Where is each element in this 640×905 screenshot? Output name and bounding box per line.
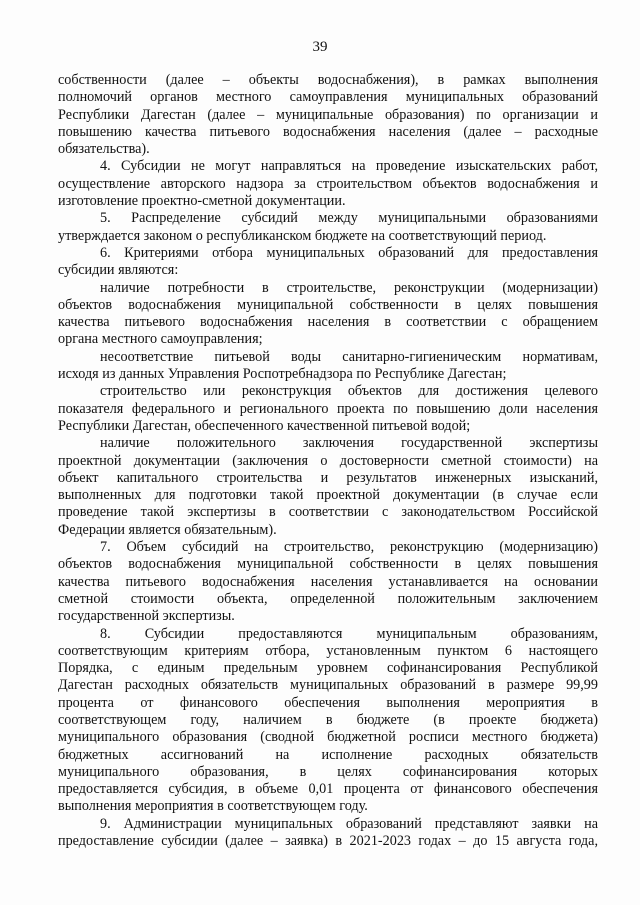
text-line: строительство или реконструкция объектов для достижения целевого: [100, 383, 598, 400]
page-number: 39: [312, 39, 328, 55]
text-line: исходя из данных Управления Роспотребнадзора по Республике Дагестан;: [58, 366, 507, 383]
text-line: Республики Дагестан (далее – муниципальные образования) по организации и: [58, 106, 598, 123]
text-line: объектов водоснабжения муниципальной собственности в целях повышения: [58, 556, 598, 573]
text-line: выполненных для подготовки такой проектной документации (в случае если: [58, 487, 598, 504]
text-line: сметной стоимости объекта, определенной положительным заключением: [58, 590, 598, 607]
text-line: субсидии являются:: [58, 262, 179, 279]
text-line: Федерации является обязательным).: [58, 521, 277, 538]
text-line: Республики Дагестан, обеспеченного качественной питьевой водой;: [58, 417, 471, 434]
text-line: процента от финансового обеспечения выполнения мероприятия в: [58, 694, 598, 711]
text-line: объект капитального строительства и результатов инженерных изысканий,: [58, 469, 598, 486]
text-line: осуществление авторского надзора за строительством объектов водоснабжения и: [58, 175, 598, 192]
text-line: изготовление проектно-сметной документации.: [58, 193, 346, 210]
text-line: полномочий органов местного самоуправления муниципальных образований: [58, 89, 598, 106]
text-line: муниципального образования, в целях софинансирования которых: [58, 763, 598, 780]
document-body: [58, 72, 598, 850]
text-line: бюджетных ассигнований на исполнение расходных обязательств: [58, 746, 598, 763]
text-line: качества питьевого водоснабжения населения устанавливается на основании: [58, 573, 598, 590]
text-line: наличие положительного заключения государственной экспертизы: [100, 435, 598, 452]
text-line: повышению качества питьевого водоснабжения населения (далее – расходные: [58, 123, 598, 140]
text-line: несоответствие питьевой воды санитарно-гигиеническим нормативам,: [100, 348, 598, 365]
text-line: проектной документации (заключения о достоверности сметной стоимости) на: [58, 452, 598, 469]
text-line: 5. Распределение субсидий между муниципальными образованиями: [100, 210, 598, 227]
text-line: Порядка, с единым предельным уровнем софинансирования Республикой: [58, 660, 598, 677]
text-line: 7. Объем субсидий на строительство, реконструкцию (модернизацию): [100, 539, 598, 556]
text-line: предоставление субсидии (далее – заявка) в 2021-2023 годах – до 15 августа года,: [58, 833, 598, 850]
text-line: 8. Субсидии предоставляются муниципальным образованиям,: [100, 625, 598, 642]
text-line: обязательства).: [58, 141, 150, 158]
text-line: наличие потребности в строительстве, реконструкции (модернизации): [100, 279, 598, 296]
text-line: Дагестан расходных обязательств муниципальных образований в размере 99,99: [58, 677, 598, 694]
text-line: проведение такой экспертизы в соответствии с законодательством Российской: [58, 504, 598, 521]
text-line: 4. Субсидии не могут направляться на проведение изыскательских работ,: [100, 158, 598, 175]
text-line: 6. Критериями отбора муниципальных образований для предоставления: [100, 244, 598, 261]
text-line: показателя федерального и регионального проекта по повышению доли населения: [58, 400, 598, 417]
text-line: муниципального образования (сводной бюджетной росписи местного бюджета): [58, 729, 598, 746]
text-line: государственной экспертизы.: [58, 608, 235, 625]
text-line: объектов водоснабжения муниципальной собственности в целях повышения: [58, 296, 598, 313]
text-line: собственности (далее – объекты водоснабжения), в рамках выполнения: [58, 72, 598, 88]
text-line: предоставляется субсидия, в объеме 0,01 процента от финансового обеспечения: [58, 781, 598, 798]
text-line: соответствующем году, наличием в бюджете (в проекте бюджета): [58, 711, 598, 728]
text-line: органа местного самоуправления;: [58, 331, 263, 348]
text-line: 9. Администрации муниципальных образований представляют заявки на: [100, 815, 598, 832]
text-line: выполнения мероприятия в соответствующем году.: [58, 798, 368, 815]
text-line: качества питьевого водоснабжения населения в соответствии с обращением: [58, 314, 598, 331]
text-line: утверждается законом о республиканском бюджете на соответствующий период.: [58, 227, 547, 244]
text-line: соответствующим критериям отбора, установленным пунктом 6 настоящего: [58, 642, 598, 659]
